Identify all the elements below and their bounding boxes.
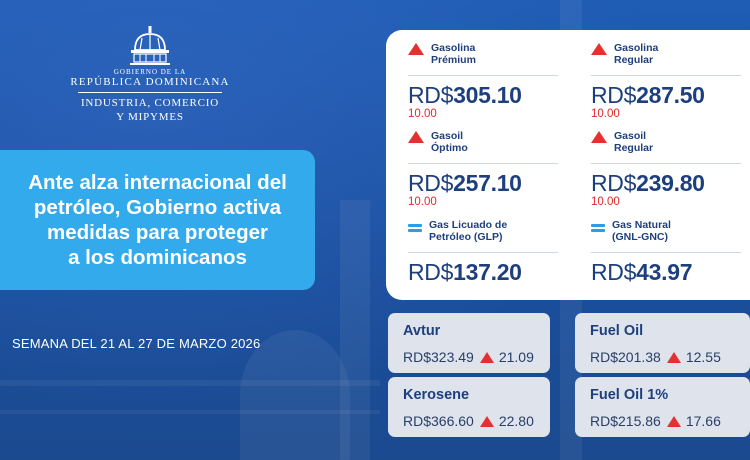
fuel-change: 10.00 [591,196,620,208]
dome-icon [127,26,173,66]
fuel-item-gasolina-regular [591,42,741,120]
mini-card-avtur [388,313,550,373]
divider [591,163,741,164]
mini-card-name: Fuel Oil 1% [590,387,669,403]
up-triangle-icon [480,416,494,427]
fuel-name: Gasoil Regular [614,130,654,154]
mini-card-fuel-oil-1 [575,377,750,437]
fuel-item-gasolina-premium [408,42,558,120]
equals-icon [408,224,422,234]
divider [408,75,558,76]
headline-text [28,170,287,270]
fuel-price: RD$239.80 [591,170,705,196]
fuel-price: RD$287.50 [591,82,705,108]
headline-box [0,150,315,290]
fuel-name: Gasoil Óptimo [431,130,468,154]
mini-card-name: Kerosene [403,387,470,403]
up-triangle-icon [408,43,424,55]
fuel-name: Gas Licuado de Petróleo (GLP) [429,219,508,243]
fuel-item-gasoil-optimo [408,130,558,208]
fuel-price: RD$257.10 [408,170,522,196]
mini-card-kerosene [388,377,550,437]
mini-card-change: 22.80 [498,413,534,429]
up-triangle-icon [591,131,607,143]
mini-card-price: RD$201.38 [590,349,661,365]
up-triangle-icon [667,416,681,427]
fuel-name: Gas Natural (GNL-GNC) [612,219,671,243]
fuel-item-glp [408,219,558,286]
divider [408,163,558,164]
divider [591,252,741,253]
logo-line-2: REPÚBLICA DOMINICANA [70,76,230,88]
up-triangle-icon [667,352,681,363]
fuel-change: 10.00 [408,196,437,208]
mini-card-price: RD$366.60 [403,413,474,429]
logo-divider [78,92,222,93]
divider [591,75,741,76]
fuel-price: RD$305.10 [408,82,522,108]
mini-card-change: 21.09 [498,349,534,365]
logo-line-3: INDUSTRIA, COMERCIO [80,97,220,109]
fuel-item-gasoil-regular [591,130,741,208]
logo-line-1: GOBIERNO DE LA [113,68,187,76]
mini-card-change: 17.66 [685,413,721,429]
fuel-price: RD$43.97 [591,259,693,285]
fuel-change: 10.00 [408,108,437,120]
logo-line-4: Y MIPYMES [116,111,184,123]
mini-card-change: 12.55 [685,349,721,365]
fuel-change: 10.00 [591,108,620,120]
mini-card-fuel-oil [575,313,750,373]
ministry-logo [70,26,230,124]
up-triangle-icon [591,43,607,55]
headline-line-4: a los dominicanos [68,246,247,269]
fuel-prices-card [386,30,750,300]
up-triangle-icon [408,131,424,143]
mini-card-name: Fuel Oil [590,323,644,339]
fuel-item-gas-natural [591,219,741,286]
mini-card-name: Avtur [403,323,441,339]
headline-line-3: medidas para proteger [46,221,268,244]
mini-card-price: RD$215.86 [590,413,661,429]
fuel-price: RD$137.20 [408,259,522,285]
headline-line-1: Ante alza internacional del [28,171,287,194]
mini-card-price: RD$323.49 [403,349,474,365]
divider [408,252,558,253]
fuel-name: Gasolina Prémium [431,42,476,66]
bg-pipe [0,380,380,386]
equals-icon [591,224,605,234]
fuel-name: Gasolina Regular [614,42,659,66]
headline-line-2: petróleo, Gobierno activa [33,196,282,219]
bg-pipe [0,410,380,414]
week-label: SEMANA DEL 21 AL 27 DE MARZO 2026 [12,336,261,351]
up-triangle-icon [480,352,494,363]
